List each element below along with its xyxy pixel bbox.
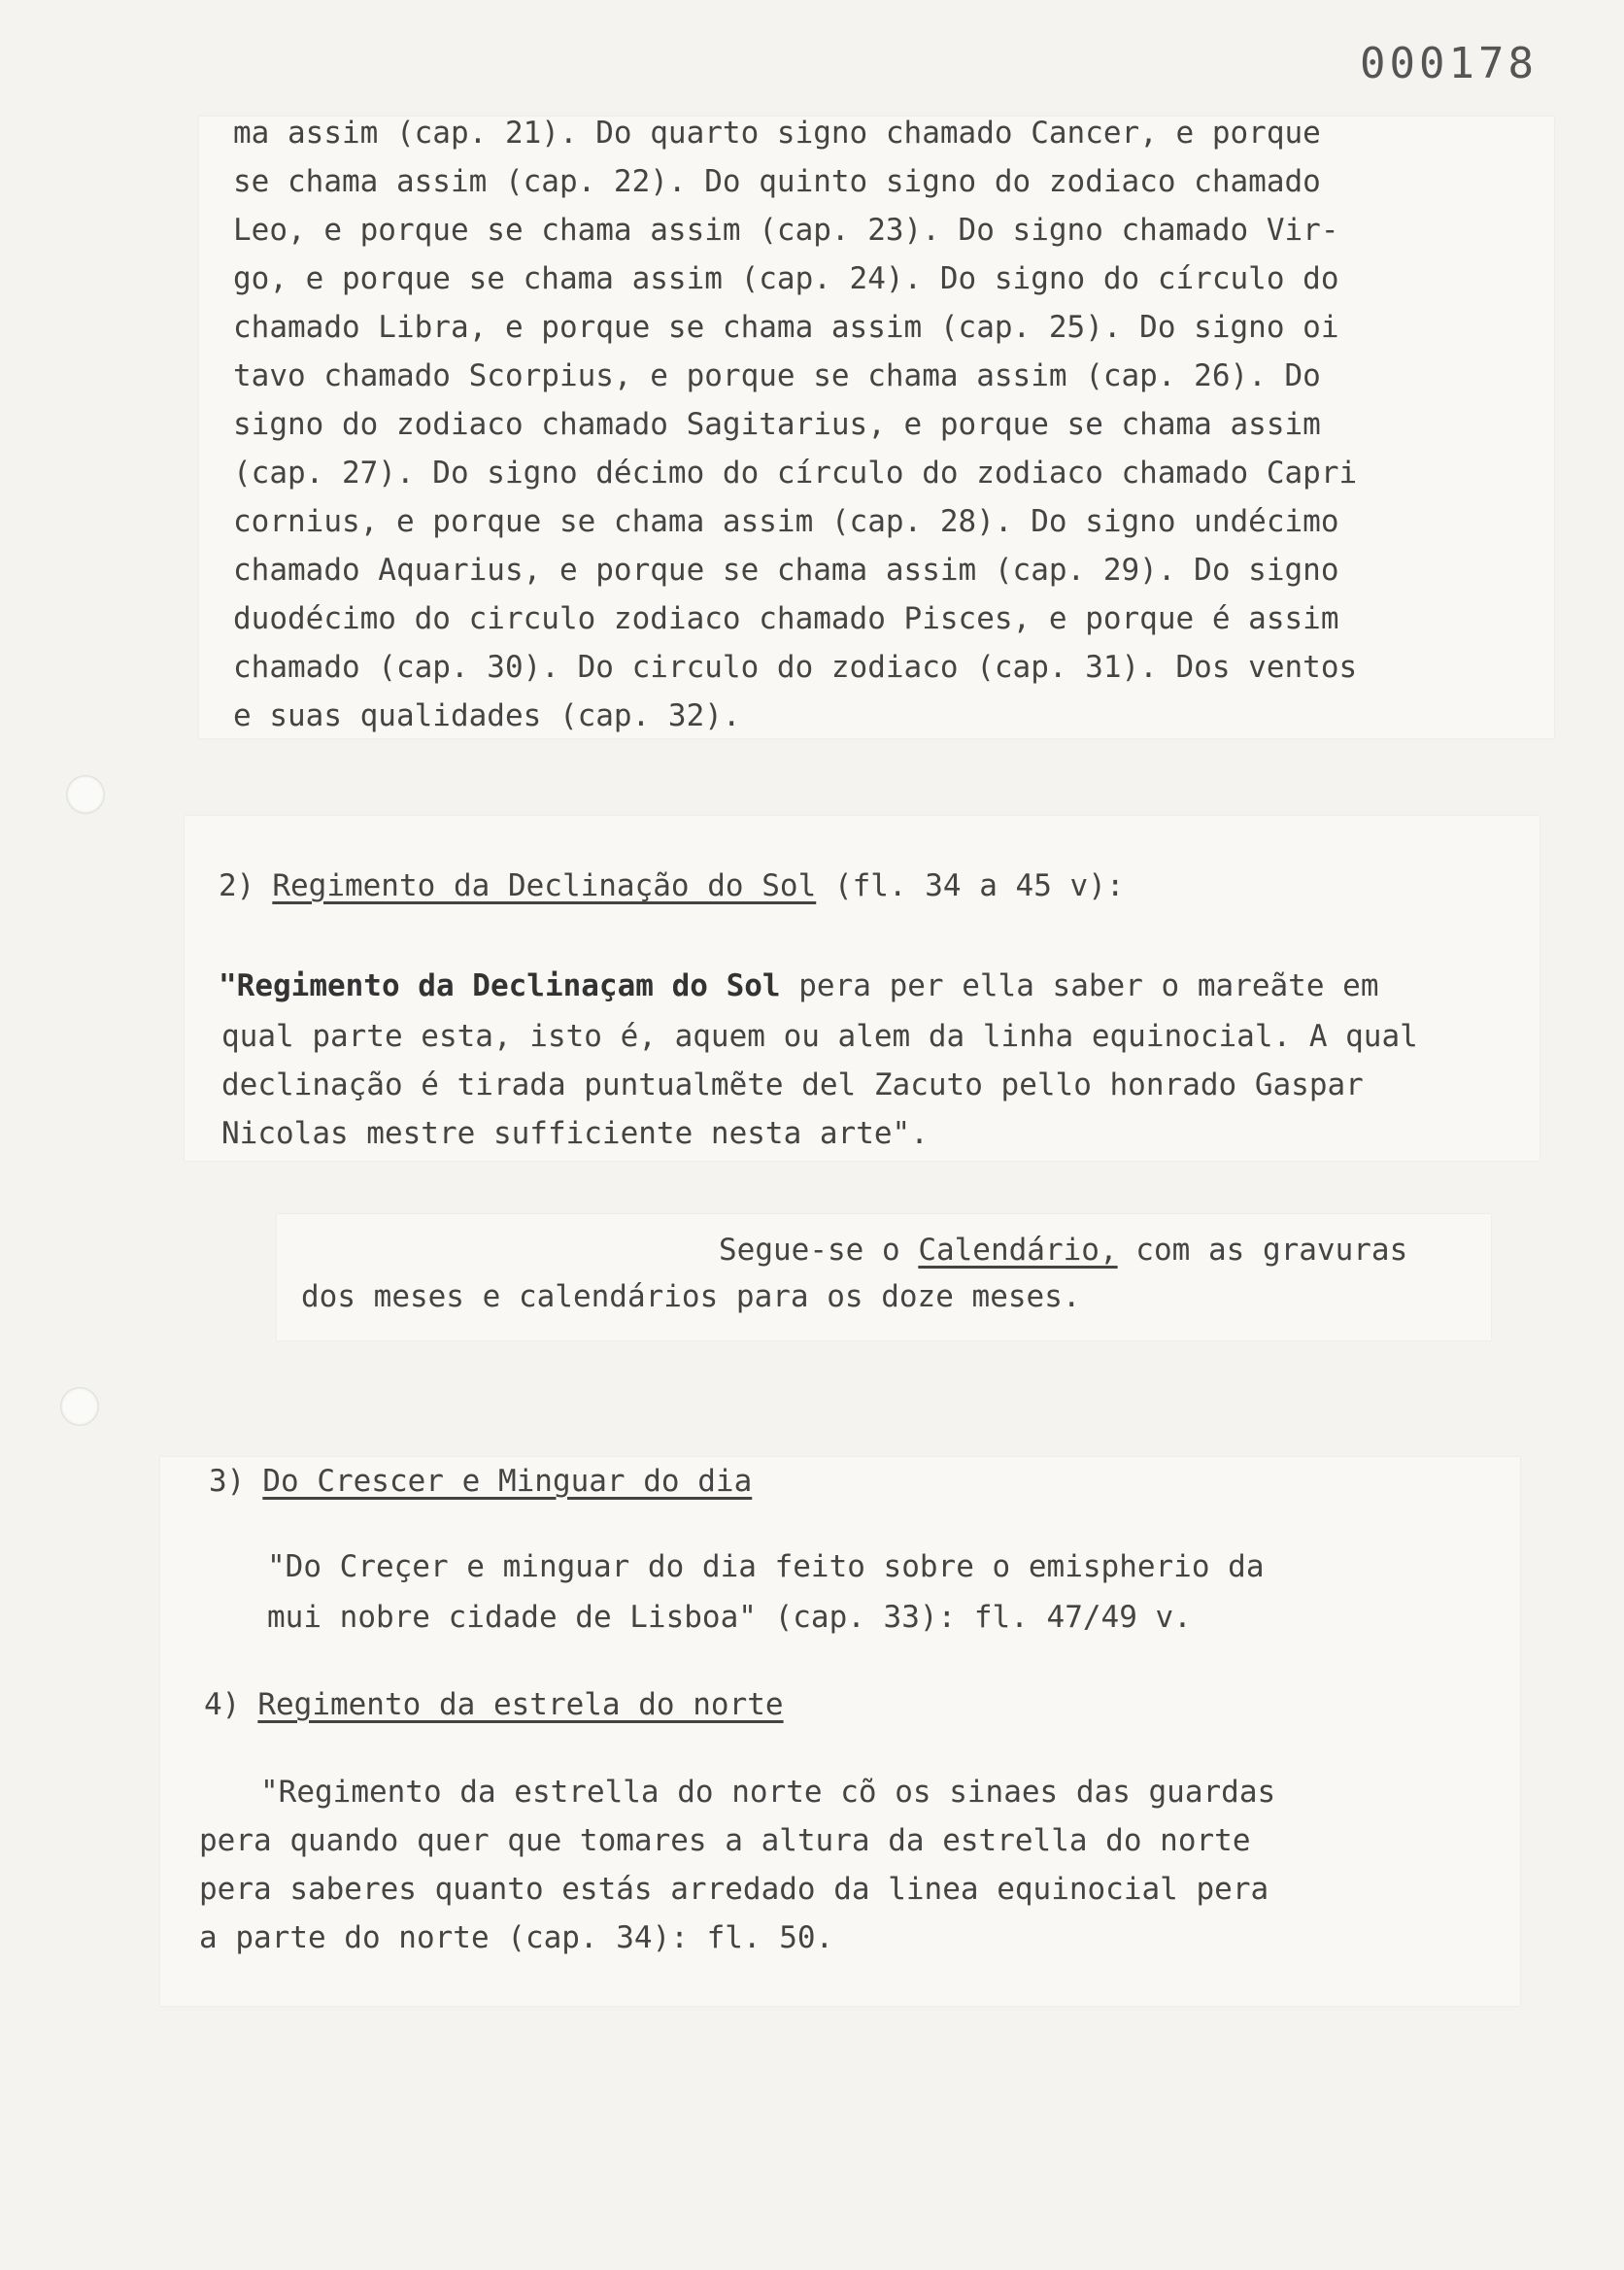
chapter-list-line: chamado Libra, e porque se chama assim (cap. 25). Do signo oi <box>233 310 1339 345</box>
chapter-list-line: Leo, e porque se chama assim (cap. 23). Do signo chamado Vir- <box>233 213 1339 248</box>
section4-quote-line: "Regimento da estrella do norte cõ os sinaes das guardas <box>260 1775 1276 1810</box>
section3-quote-line: mui nobre cidade de Lisboa" (cap. 33): fl. 47/49 v. <box>267 1600 1192 1635</box>
punch-hole-lower <box>60 1387 99 1426</box>
calendar-note-rest: com as gravuras <box>1135 1233 1408 1268</box>
chapter-list-line: chamado (cap. 30). Do circulo do zodiaco (cap. 31). Dos ventos <box>233 650 1358 685</box>
calendar-note-line <box>719 1233 1408 1268</box>
chapter-list-line: se chama assim (cap. 22). Do quinto signo do zodiaco chamado <box>233 164 1321 199</box>
section3-heading <box>209 1464 753 1499</box>
calendar-note-prefix: Segue-se o <box>719 1233 900 1268</box>
chapter-list-line: tavo chamado Scorpius, e porque se chama assim (cap. 26). Do <box>233 358 1321 393</box>
chapter-list-line: go, e porque se chama assim (cap. 24). Do signo do círculo do <box>233 261 1339 296</box>
section2-range: (fl. 34 a 45 v): <box>833 868 1125 903</box>
calendar-note-title: Calendário, <box>918 1233 1118 1268</box>
section3-title: Do Crescer e Minguar do dia <box>262 1464 753 1499</box>
chapter-list-line: signo do zodiaco chamado Sagitarius, e porque se chama assim <box>233 407 1321 442</box>
section4-title: Regimento da estrela do norte <box>257 1687 784 1722</box>
section2-quote-line <box>219 968 1379 1003</box>
section4-quote-line: pera saberes quanto estás arredado da linea equinocial pera <box>199 1872 1269 1907</box>
calendar-note-line: dos meses e calendários para os doze meses. <box>301 1279 1081 1314</box>
page-number: 000178 <box>1360 39 1538 88</box>
section3-number: 3) <box>209 1464 246 1499</box>
section4-quote-line: a parte do norte (cap. 34): fl. 50. <box>199 1920 834 1955</box>
chapter-list-line: (cap. 27). Do signo décimo do círculo do zodiaco chamado Capri <box>233 456 1358 491</box>
section4-number: 4) <box>204 1687 241 1722</box>
chapter-list-line: duodécimo do circulo zodiaco chamado Pisces, e porque é assim <box>233 601 1339 636</box>
chapter-list-line: e suas qualidades (cap. 32). <box>233 698 741 733</box>
section2-number: 2) <box>219 868 255 903</box>
section4-heading <box>204 1687 784 1722</box>
section2-quote-line: Nicolas mestre sufficiente nesta arte". <box>221 1116 929 1151</box>
section2-title: Regimento da Declinação do Sol <box>272 868 817 903</box>
section3-quote-line: "Do Creçer e minguar do dia feito sobre o emispherio da <box>267 1549 1265 1584</box>
section2-quote-line: declinação é tirada puntualmẽte del Zacuto pello honrado Gaspar <box>221 1067 1364 1102</box>
section4-quote-line: pera quando quer que tomares a altura da estrella do norte <box>199 1823 1251 1858</box>
section2-quote-rest: pera per ella saber o mareãte em <box>798 968 1379 1003</box>
chapter-list-line: cornius, e porque se chama assim (cap. 28). Do signo undécimo <box>233 504 1339 539</box>
punch-hole-upper <box>66 775 105 814</box>
chapter-list-line: ma assim (cap. 21). Do quarto signo chamado Cancer, e porque <box>233 116 1321 151</box>
section2-heading <box>219 868 1125 903</box>
section2-quote-title: "Regimento da Declinaçam do Sol <box>219 968 781 1003</box>
chapter-list-line: chamado Aquarius, e porque se chama assim (cap. 29). Do signo <box>233 553 1339 588</box>
section2-quote-line: qual parte esta, isto é, aquem ou alem da linha equinocial. A qual <box>221 1019 1418 1054</box>
